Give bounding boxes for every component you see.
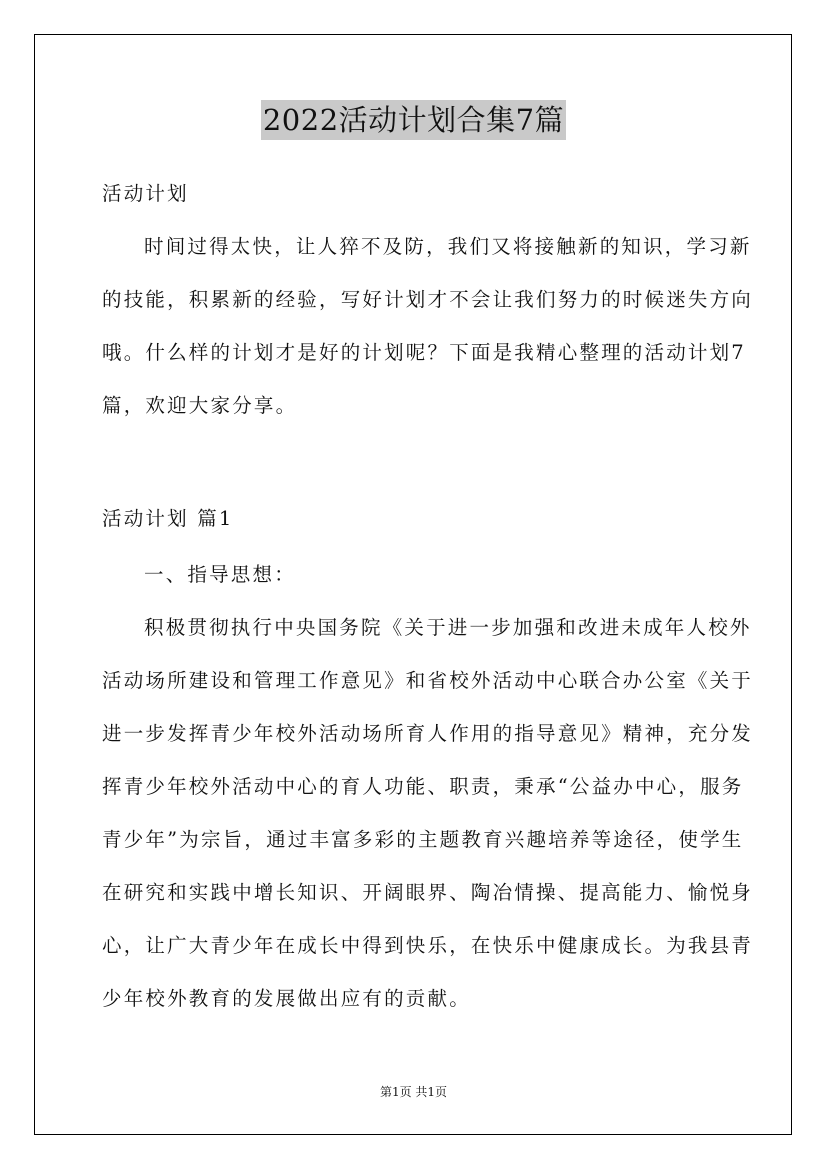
body-paragraph xyxy=(102,601,754,1025)
part1-heading: 活动计划 篇1 xyxy=(102,507,234,530)
body-line: 积极贯彻执行中央国务院《关于进一步加强和改进未成年人校外 xyxy=(144,616,752,639)
subheading-guiding-thought: 一、指导思想： xyxy=(144,563,296,586)
section-label: 活动计划 xyxy=(102,182,189,205)
intro-line: 时间过得太快，让人猝不及防，我们又将接触新的知识，学习新 xyxy=(144,235,752,258)
document-title: 2022活动计划合集7篇 xyxy=(261,100,566,140)
body-line: 挥青少年校外活动中心的育人功能、职责，秉承“公益办中心，服务 xyxy=(102,775,744,798)
page-number: 第1页 共1页 xyxy=(379,1085,448,1099)
body-line: 进一步发挥青少年校外活动场所育人作用的指导意见》精神，充分发 xyxy=(102,722,754,745)
page-footer xyxy=(0,1083,827,1100)
subheading-block xyxy=(102,548,728,601)
intro-paragraph xyxy=(102,220,754,432)
intro-line: 篇，欢迎大家分享。 xyxy=(102,394,298,417)
body-line: 心，让广大青少年在成长中得到快乐，在快乐中健康成长。为我县青 xyxy=(102,934,754,957)
body-line: 青少年”为宗旨，通过丰富多彩的主题教育兴趣培养等途径，使学生 xyxy=(102,828,744,851)
body-line: 活动场所建设和管理工作意见》和省校外活动中心联合办公室《关于 xyxy=(102,669,754,692)
intro-line: 的技能，积累新的经验，写好计划才不会让我们努力的时候迷失方向 xyxy=(102,288,754,311)
intro-line: 哦。什么样的计划才是好的计划呢？下面是我精心整理的活动计划7 xyxy=(102,341,746,364)
part1-heading-block xyxy=(102,492,728,545)
body-line: 在研究和实践中增长知识、开阔眼界、陶冶情操、提高能力、愉悦身 xyxy=(102,881,754,904)
section-label-block xyxy=(102,167,728,220)
body-line: 少年校外教育的发展做出应有的贡献。 xyxy=(102,987,471,1010)
title-container xyxy=(0,100,827,140)
